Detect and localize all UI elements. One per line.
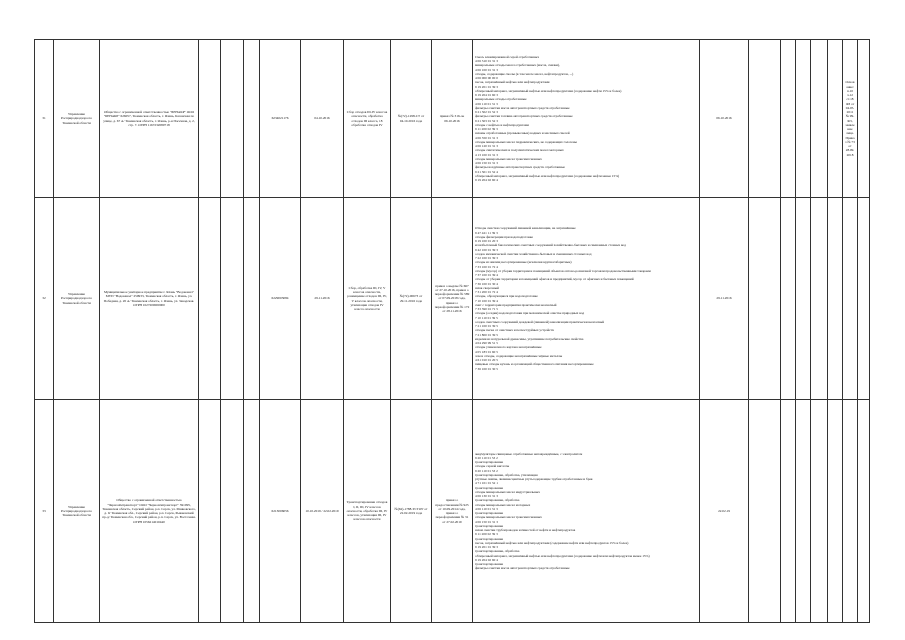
- license-date-cell: 04.10.2016: [301, 40, 344, 198]
- note-cell: [843, 198, 858, 400]
- waste-line: отходы серной кислоты: [475, 464, 510, 469]
- waste-line: шлак сварочный: [475, 285, 499, 290]
- waste-list-cell: [473, 40, 700, 198]
- waste-line: обтирочный материал, загрязнённый нефтью или нефтепродуктами (содержание нефти или нефтепродуктов менее 15%): [475, 553, 650, 558]
- empty-cell: [749, 198, 781, 400]
- waste-line: 9 11 200 02 39 3: [475, 532, 498, 537]
- license-date-cell: 10.10.2019 / 22.02.2019: [301, 400, 344, 623]
- waste-line: фильтры воздушные автотранспортных средств отработанные: [475, 165, 565, 170]
- waste-line: транспортирование: [475, 485, 504, 490]
- empty-cell: [199, 400, 221, 623]
- table-row: [35, 198, 870, 400]
- waste-line: изделия из натуральной древесины, утратившие потребительские свойства: [475, 336, 584, 341]
- waste-line: шлам очистки трубопроводов и ёмкостей от нефти и нефтепродуктов: [475, 528, 576, 532]
- waste-line: отходы минеральных масел моторных: [475, 502, 531, 507]
- waste-line: отходы синтетических и полусинтетических масел моторных: [475, 148, 564, 153]
- waste-line: 9 47 421 11 39 3: [475, 230, 498, 235]
- license-date-cell: 29.11.2016: [301, 198, 344, 400]
- waste-line: отходы (осадки) водоподготовки при механической очистке природных вод: [475, 311, 585, 316]
- waste-line: 9 21 302 01 52 3: [475, 110, 498, 114]
- empty-cell: [244, 400, 260, 623]
- waste-line: 9 21 301 01 52 4: [475, 169, 498, 174]
- waste-line: отходы от уборки территории и помещений офисов и предприятий, мусор от офисных и бытовых помещений: [475, 277, 634, 282]
- waste-line: отходы минеральных масел гидравлических, не содержащих галогены: [475, 139, 577, 144]
- registry-date-cell: 06.10.2016: [700, 40, 749, 198]
- waste-line: Отходы очистки сооружений ливневой канализации, не загрязнённые: [475, 226, 576, 231]
- waste-line: отходы, содержащие смолы (в том числе масел, нефтепродуктов, ...): [475, 71, 574, 76]
- waste-line: песок, загрязнённый нефтью или нефтепродуктами (содержание нефти или нефтепродуктов 15% и более): [475, 540, 629, 545]
- empty-cell: [858, 198, 870, 400]
- order-cell: приказ о предоставлении № 925 от 10.09.2014 года, приказ о переоформлении № 31 от 27.02.2019: [432, 400, 473, 623]
- waste-line: минеральные отходы отработанные: [475, 97, 527, 102]
- waste-line: 9 19 201 01 39 3: [475, 84, 498, 89]
- empty-cell: [811, 198, 828, 400]
- waste-line: фильтры очистки масла автотранспортных средств отработанные: [475, 105, 570, 110]
- waste-line: транспортирование, обработка: [475, 498, 520, 503]
- empty-cell: [221, 40, 244, 198]
- waste-line: смет с территории предприятия практически неопасный: [475, 302, 557, 307]
- table-row: [35, 400, 870, 623]
- waste-line: 4 71 101 01 52 1: [475, 481, 498, 486]
- waste-line: транспортирование: [475, 523, 504, 528]
- waste-line: минеральные отходы масел отработанных (масла, смазки),: [475, 63, 560, 68]
- licensing-authority: Управление Росприроднадзора по Тюменской области: [54, 40, 100, 198]
- empty-cell: [858, 40, 870, 198]
- empty-cell: [221, 400, 244, 623]
- waste-line: транспортирование: [475, 536, 504, 541]
- waste-line: 4 61 010 01 20 5: [475, 358, 498, 362]
- empty-cell: [796, 400, 811, 623]
- row-number: 33: [35, 400, 54, 623]
- waste-line: 9 19 204 01 60 3: [475, 93, 498, 97]
- waste-line: отходы (мусор) от уборки территории и помещений объектов оптово-розничной торговли продовольственными товарами: [475, 268, 651, 273]
- waste-line: 9 11 200 02 39 3: [475, 127, 498, 131]
- waste-line: обтирочный материал, загрязнённый нефтью или нефтепродуктами (содержание нефти менее 15%): [475, 173, 620, 178]
- waste-line: 4 04 290 99 51 5: [475, 341, 498, 345]
- waste-line: отходы песка от очистных и пескоструйных устройств: [475, 328, 554, 333]
- waste-line: 7 21 100 01 39 5: [475, 324, 498, 328]
- licensing-authority: Управление Росприроднадзора по Тюменской области: [54, 400, 100, 623]
- activity-types-cell: Сбор отходов III-IV классов опасности, обработка отходов III класса, 18 обработка отходов IV: [344, 40, 391, 198]
- licensee-name-address: Общество с ограниченной ответственностью "Чернозёмтранспорт" ООО "Чернозёмтранспорт" 391095, Тюменская область, Серский район, р.п. Серск, ул. Маяковского, д. 9/ Тюменская обл., Серский район, р.п. Серск, Рыжковский пр-д/ Тюменская обл., Серский район, р.п. Серск, ул. Восточная. ОГРН 1056214010440: [100, 400, 199, 623]
- waste-line: 9 42 100 01 39 3: [475, 247, 498, 252]
- waste-line: ил избыточный биологических очистных сооружений хозяйственно-бытовых и смешанных сточных вод: [475, 243, 626, 248]
- inn-cell: 6234021176: [260, 40, 301, 198]
- empty-cell: [796, 40, 811, 198]
- waste-line: отходы упаковочного картона незагрязнённые: [475, 345, 542, 350]
- row-number: 31: [35, 40, 54, 198]
- empty-cell: [781, 400, 796, 623]
- waste-line: 9 20 110 01 53 2: [475, 455, 498, 460]
- licensee-name-address: Общество с ограниченной ответственностью "БЕНАКР" ООО "БЕНАКР" 626057, Тюменская область, г. Ялань, Казанская по улице, д. 67 А/ Тюменская область, г. Ялань, р-н Пасечная, д. 2, стр. 7. ОГРН 1167232080718: [100, 40, 199, 198]
- waste-line: транспортирование, обработка, утилизация: [475, 472, 538, 477]
- inn-cell: 6213006056: [260, 400, 301, 623]
- waste-line: 7 33 100 01 72 4: [475, 264, 498, 269]
- activity-types-cell: Транспортирование отходов I, II, III, IV классов опасности, обработка III, IV классов, утилизация III, IV классов опасности: [344, 400, 391, 623]
- waste-line: 4 06 150 01 31 3: [475, 161, 498, 165]
- waste-line: 9 21 303 01 52 3: [475, 118, 498, 123]
- waste-line: 7 37 100 01 39 4: [475, 273, 498, 277]
- waste-line: фильтры очистки масла автотранспортных средств отработанные: [475, 566, 570, 571]
- waste-line: 9 19 201 01 39 3: [475, 545, 498, 549]
- waste-line: лом и отходы, содержащие незагрязнённые чёрные металлы: [475, 353, 563, 358]
- waste-line: ртутные лампы, люминесцентные ртутьсодержащие трубки отработанные и брак: [475, 477, 593, 481]
- waste-line: Смесь алкилированной серой отработанных: [475, 54, 540, 59]
- waste-line: отходы минеральных масел трансмиссионных: [475, 156, 542, 161]
- waste-line: 9 19 204 02 60 4: [475, 557, 498, 562]
- waste-line: отходы с нефтью и нефтепродуктами: [475, 122, 529, 127]
- waste-line: 7 31 200 01 72 4: [475, 290, 498, 294]
- waste-line: 7 36 100 01 30 5: [475, 366, 498, 371]
- empty-cell: [781, 198, 796, 400]
- waste-line: 4 06 100 01 31 3: [475, 67, 498, 72]
- waste-line: пищевые отходы кухонь и организаций общественного питания несортированные: [475, 362, 594, 367]
- empty-cell: [811, 400, 828, 623]
- waste-line: отходы из жилищ несортированные (исключая крупногабаритные): [475, 260, 572, 265]
- license-number-cell: №(72)-00673 от 29.11.2016 года: [391, 198, 432, 400]
- inn-cell: 6229003084: [260, 198, 301, 400]
- waste-line: 7 21 800 01 39 5: [475, 332, 498, 337]
- waste-line: отходы минеральных масел индустриальных: [475, 489, 540, 494]
- empty-cell: [199, 198, 221, 400]
- waste-line: аккумуляторы свинцовые отработанные неповреждённые, с электролитом: [475, 451, 583, 456]
- activity-types-cell: Сбор, обработка III, IV, V классов опасности, размещение отходов III, IV, V классов опасности, утилизация отходов IV класса опасности: [344, 198, 391, 400]
- waste-line: 4 06 350 01 31 3: [475, 135, 498, 140]
- order-cell: приказ № 316-ок 06.10.2016: [432, 40, 473, 198]
- empty-cell: [811, 40, 828, 198]
- waste-line: 7 22 100 01 39 3: [475, 256, 498, 260]
- waste-line: 4 06 150 01 31 3: [475, 519, 498, 524]
- registry-date-cell: 29.11.2016: [700, 198, 749, 400]
- waste-line: осадок механической очистки хозяйственно-бытовых и смешанных сточных вод: [475, 251, 592, 256]
- table-row: [35, 40, 870, 198]
- empty-cell: [244, 40, 260, 198]
- registry-date-cell: 22.02.19: [700, 400, 749, 623]
- waste-line: 9 19 204 02 60 4: [475, 178, 498, 182]
- waste-line: 4 06 000 00 00 0: [475, 76, 498, 80]
- waste-list-cell: [473, 198, 700, 400]
- waste-line: транспортирование: [475, 511, 504, 515]
- license-register-table: [34, 39, 870, 623]
- empty-cell: [749, 400, 781, 623]
- waste-line: 9 20 110 01 53 2: [475, 468, 498, 473]
- empty-cell: [828, 40, 843, 198]
- empty-cell: [781, 40, 796, 198]
- waste-line: 4 06 120 01 31 3: [475, 144, 498, 148]
- waste-line: отходы фильтрации при водоподготовке: [475, 234, 533, 239]
- waste-line: 7 10 110 01 39 5: [475, 315, 498, 320]
- waste-line: осадок очистных сооружений дождевой (ливневой) канализации практически неопасный: [475, 319, 605, 324]
- waste-line: обтирочный материал, загрязнённый нефтью или нефтепродуктами (содержание нефти 15% и более): [475, 88, 622, 93]
- licensing-authority: Управление Росприроднадзора по Тюменской области: [54, 198, 100, 400]
- waste-line: фильтры очистки топлива автотранспортных средств отработанные: [475, 114, 573, 119]
- row-number: 32: [35, 198, 54, 400]
- waste-line: 7 10 100 01 39 4: [475, 298, 498, 303]
- waste-line: отходы минеральных масел трансмиссионных: [475, 515, 542, 520]
- empty-cell: [858, 400, 870, 623]
- empty-cell: [796, 198, 811, 400]
- waste-line: 9 19 100 01 20 3: [475, 239, 498, 243]
- order-cell: приказ о выдаче № 667 от 27.10.2016, приказ о переоформлении № 589 от 07.09.2018 года, приказ о переоформлении № 172 от 28.11.2016: [432, 198, 473, 400]
- empty-cell: [244, 198, 260, 400]
- waste-line: 4 13 100 01 31 3: [475, 152, 498, 157]
- waste-line: песок, загрязнённый нефтью или нефтепродуктами: [475, 80, 550, 85]
- waste-line: отходы, образующиеся при водоподготовке: [475, 294, 538, 299]
- waste-line: транспортирование: [475, 460, 504, 464]
- waste-line: 4 06 310 01 31 3: [475, 59, 498, 63]
- empty-cell: [221, 198, 244, 400]
- waste-line: транспортирование: [475, 562, 504, 566]
- waste-line: 4 05 183 01 60 5: [475, 349, 498, 354]
- waste-line: 4 06 110 01 31 3: [475, 101, 498, 106]
- waste-line: шламы отработанные (промывочные) водных и масляных смесей: [475, 131, 570, 136]
- license-number-cell: №(72)-1298-СТ от 04.10.2016 года: [391, 40, 432, 198]
- waste-line: транспортирование, обработка: [475, 549, 520, 554]
- note-cell: Основание: п.10 ч.12 ст.18 ФЗ от 04.05.2011 № 99-ФЗ, заявление лица. Приказ № 73 от 28.09.2018: [843, 40, 858, 198]
- waste-line: 4 06 110 01 31 3: [475, 506, 498, 511]
- empty-cell: [199, 40, 221, 198]
- waste-line: 7 33 390 01 71 5: [475, 307, 498, 311]
- waste-line: 7 36 100 01 30 4: [475, 281, 498, 286]
- licensee-name-address: Муниципальное унитарное предприятие г. Ялань "Водоканал" МУП "Водоканал" 259933, Тюменская область, г. Ялань, ул. Победная, д. 20 А/ Тюменская область, г. Ялань, ул. Заводская. ОГРН 1027200000000: [100, 198, 199, 400]
- empty-cell: [828, 198, 843, 400]
- note-cell: [843, 400, 858, 623]
- empty-cell: [828, 400, 843, 623]
- waste-line: 4 06 130 01 31 3: [475, 494, 498, 498]
- license-number-cell: №(62)-1788-ТСТОУ от 22.02.2019 года: [391, 400, 432, 623]
- empty-cell: [749, 40, 781, 198]
- waste-list-cell: [473, 400, 700, 623]
